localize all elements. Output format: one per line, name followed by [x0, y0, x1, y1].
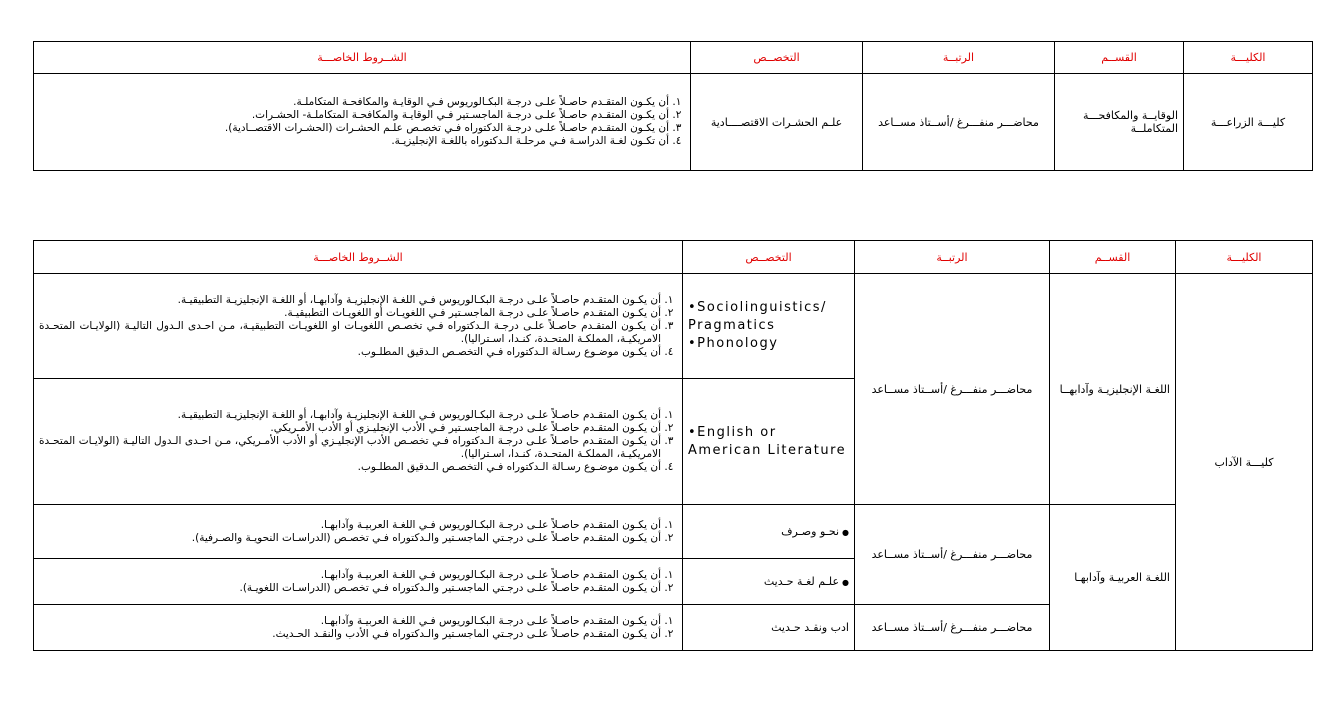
specialty-cell: ادب ونقـد حـديث	[683, 605, 855, 651]
condition-item: 1. أن يكـون المتقـدم حاصـلاً علـى درجـة البكـالوريوس فـي الوقايـة والمكافحـة المتكاملـة.	[39, 96, 669, 109]
rank-cell: محاضـــر منفـــرغ /أســتاذ مســاعد	[863, 74, 1055, 171]
specialty-cell	[683, 559, 855, 605]
header-department: القســم	[1055, 42, 1184, 74]
rank-cell: محاضـــر منفـــرغ /أســتاذ مســاعد	[855, 274, 1050, 505]
agriculture-table	[33, 41, 1313, 171]
conditions-list	[39, 409, 677, 474]
specialty-cell	[683, 274, 855, 379]
condition-item: 4. أن يكـون موضـوع رسـالة الـدكتوراه فـي التخصـص الـدقيق المطلـوب.	[39, 346, 661, 359]
table-row	[34, 74, 1313, 171]
condition-item: 3. أن يكـون المتقـدم حاصـلاً علـى درجـة الـدكتوراه فـي تخصـص الأدب الإنجليـزي أو الأدب الأمـريكي، مـن احـدى الـدول التاليـة (الولايـات المتحـدة الامريكيـة، المملكـة المتحـدة، كنـدا، اسـتراليا).	[39, 435, 661, 461]
header-college: الكليـــة	[1176, 241, 1313, 274]
college-cell: كليـــة الزراعـــة	[1184, 74, 1313, 171]
specialty-list	[688, 424, 849, 460]
specialty-item: • English or American Literature	[688, 424, 849, 460]
college-cell: كليـــة الآداب	[1176, 274, 1313, 651]
conditions-cell	[34, 505, 683, 559]
specialty-item: • Phonology	[688, 335, 849, 353]
condition-item: 3. أن يكـون المتقـدم حاصـلاً علـى درجـة الـدكتوراه فـي تخصـص اللغويـات او اللغويـات التطبيقيـة، مـن احـدى الـدول التاليـة (الولايـات المتحـدة الامريكيـة، المملكـة المتحـدة، كنـدا، اسـتراليا).	[39, 320, 661, 346]
condition-item: 2. أن يكـون المتقـدم حاصـلاً علـى درجـتي الماجسـتير والـدكتوراه فـي تخصـص (الدراسـات النحويـة والصـرفية).	[39, 532, 661, 545]
condition-item: 1. أن يكـون المتقـدم حاصـلاً علـى درجـة البكـالوريوس فـي اللغـة العربيـة وآدابهـا.	[39, 569, 661, 582]
header-row	[34, 42, 1313, 74]
condition-item: 2. أن يكـون المتقـدم حاصـلاً علـى درجـة الماجسـتير فـي اللغويـات أو اللغويـات التطبيقيـة.	[39, 307, 661, 320]
condition-item: 4. أن تكـون لغـة الدراسـة فـي مرحلـة الـدكتوراه باللغـة الإنجليزيـة.	[39, 135, 669, 148]
header-row	[34, 241, 1313, 274]
conditions-list	[39, 569, 677, 595]
header-conditions: الشــروط الخاصـــة	[34, 241, 683, 274]
header-college: الكليـــة	[1184, 42, 1313, 74]
department-cell: اللغـة الإنجليزيـة وآدابهــا	[1050, 274, 1176, 505]
conditions-list	[39, 615, 677, 641]
department-cell: اللغـة العربيـة وآدابهـا	[1050, 505, 1176, 651]
bullet-icon	[839, 525, 849, 538]
condition-item: 3. أن يكـون المتقـدم حاصـلاً علـى درجـة الدكتوراه فـي تخصـص علـم الحشـرات (الحشـرات الاقتصــادية).	[39, 122, 669, 135]
conditions-list	[39, 96, 685, 148]
table-row	[34, 274, 1313, 379]
specialty-cell: علـم الحشـرات الاقتصــــادية	[691, 74, 863, 171]
header-department: القســم	[1050, 241, 1176, 274]
bullet-icon	[839, 575, 849, 588]
rank-cell: محاضـــر منفـــرغ /أســتاذ مســاعد	[855, 505, 1050, 605]
specialty-item: • Sociolinguistics/ Pragmatics	[688, 299, 849, 335]
specialty-cell	[683, 505, 855, 559]
condition-item: 2. أن يكـون المتقـدم حاصـلاً علـى درجـة الماجسـتير فـي الوقايـة والمكافحـة المتكاملـة- الحشـرات.	[39, 109, 669, 122]
conditions-cell	[34, 379, 683, 505]
conditions-list	[39, 294, 677, 359]
header-rank: الرتبــة	[855, 241, 1050, 274]
conditions-cell	[34, 559, 683, 605]
header-specialty: التخصــص	[683, 241, 855, 274]
condition-item: 1. أن يكـون المتقـدم حاصـلاً علـى درجـة البكـالوريوس فـي اللغـة الإنجليزيـة وآدابهـا، أو اللغـة الإنجليزيـة التطبيقيـة.	[39, 409, 661, 422]
condition-item: 2. أن يكـون المتقـدم حاصـلاً علـى درجـتي الماجسـتير والـدكتوراه فـي تخصـص (الدراسـات اللغويـة).	[39, 582, 661, 595]
condition-item: 1. أن يكـون المتقـدم حاصـلاً علـى درجـة البكـالوريوس فـي اللغـة العربيـة وآدابهـا.	[39, 519, 661, 532]
header-conditions: الشــروط الخاصـــة	[34, 42, 691, 74]
header-rank: الرتبــة	[863, 42, 1055, 74]
arts-table	[33, 240, 1313, 651]
conditions-cell	[34, 274, 683, 379]
department-cell: الوقايــة والمكافحـــة المتكاملــة	[1055, 74, 1184, 171]
conditions-cell	[34, 74, 691, 171]
conditions-cell	[34, 605, 683, 651]
condition-item: 1. أن يكـون المتقـدم حاصـلاً علـى درجـة البكـالوريوس فـي اللغـة الإنجليزيـة وآدابهـا، أو اللغـة الإنجليزيـة التطبيقيـة.	[39, 294, 661, 307]
rank-cell: محاضـــر منفـــرغ /أســتاذ مســاعد	[855, 605, 1050, 651]
conditions-list	[39, 519, 677, 545]
specialty-text: نحـو وصـرف	[781, 524, 840, 538]
specialty-list	[688, 299, 849, 353]
specialty-cell	[683, 379, 855, 505]
header-specialty: التخصــص	[691, 42, 863, 74]
table-row	[34, 505, 1313, 559]
specialty-text: علـم لغـة حـديث	[763, 574, 840, 588]
condition-item: 2. أن يكـون المتقـدم حاصـلاً علـى درجـة الماجسـتير فـي الأدب الإنجليـزي أو الأدب الأمـريكي.	[39, 422, 661, 435]
condition-item: 1. أن يكـون المتقـدم حاصـلاً علـى درجـة البكـالوريوس فـي اللغـة العربيـة وآدابهـا.	[39, 615, 661, 628]
condition-item: 4. أن يكـون موضـوع رسـالة الـدكتوراه فـي التخصـص الـدقيق المطلـوب.	[39, 461, 661, 474]
condition-item: 2. أن يكـون المتقـدم حاصـلاً علـى درجـتي الماجسـتير والـدكتوراه فـي الأدب والنقـد الحـديث.	[39, 628, 661, 641]
